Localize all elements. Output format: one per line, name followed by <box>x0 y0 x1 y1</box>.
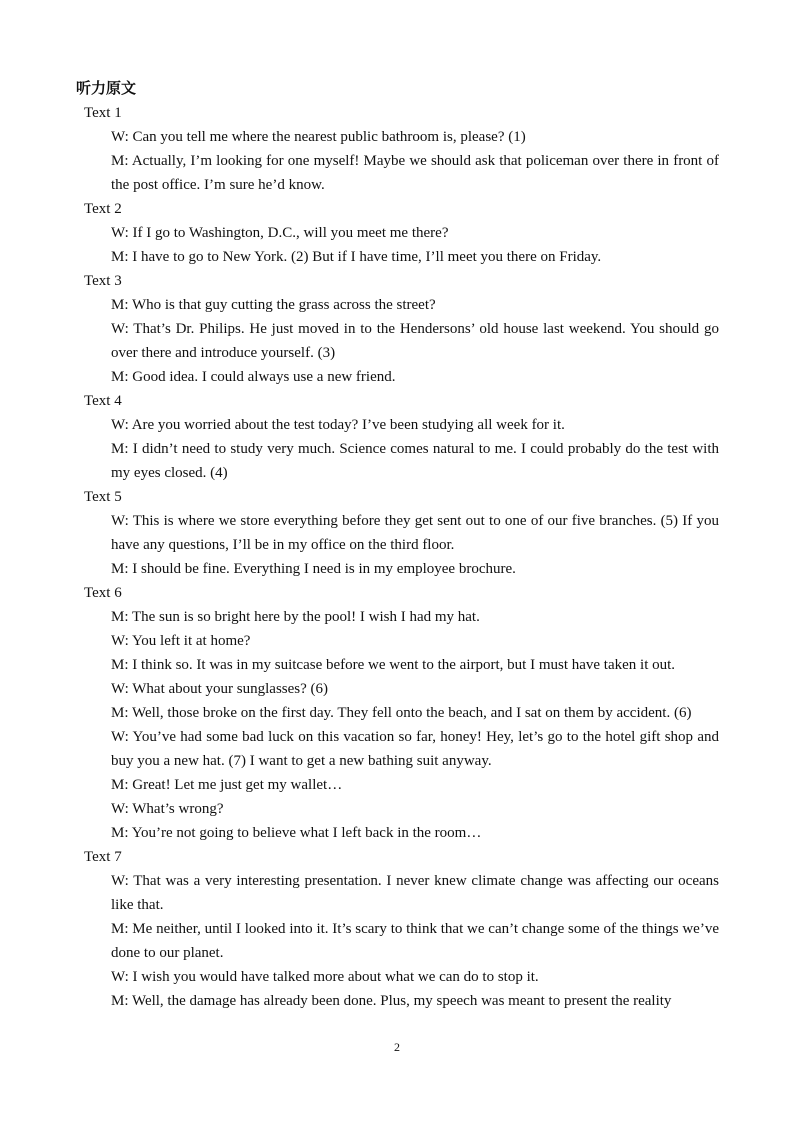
text-block-2 <box>76 197 719 269</box>
text-label: Text 6 <box>84 585 122 601</box>
text-block-7 <box>76 845 719 1013</box>
text-block-4 <box>76 389 719 485</box>
dialogue-line: M: Great! Let me just get my wallet… <box>111 777 343 793</box>
text-label: Text 2 <box>84 201 122 217</box>
dialogue-line: M: The sun is so bright here by the pool! I wish I had my hat. <box>111 609 480 625</box>
dialogue-line: M: Good idea. I could always use a new friend. <box>111 369 396 385</box>
text-label: Text 1 <box>84 105 122 121</box>
dialogue-line: M: I should be fine. Everything I need is in my employee brochure. <box>111 561 516 577</box>
dialogue-line: M: Actually, I’m looking for one myself! Maybe we should ask that policeman over there in front of the post office. I’m sure he’d know. <box>111 153 719 193</box>
dialogue-line: M: Who is that guy cutting the grass across the street? <box>111 297 436 313</box>
dialogue-line: M: Well, those broke on the first day. They fell onto the beach, and I sat on them by accident. (6) <box>111 705 692 721</box>
dialogue-line: M: You’re not going to believe what I left back in the room… <box>111 825 482 841</box>
page-number: 2 <box>394 1040 400 1054</box>
dialogue-line: W: What’s wrong? <box>111 801 224 817</box>
dialogue-line: M: Well, the damage has already been done. Plus, my speech was meant to present the reality <box>111 993 672 1009</box>
text-label: Text 5 <box>84 489 122 505</box>
dialogue-line: W: That was a very interesting presentation. I never knew climate change was affecting our oceans like that. <box>111 873 719 913</box>
text-block-1 <box>76 101 719 197</box>
text-block-3 <box>76 269 719 389</box>
dialogue-line: W: This is where we store everything before they get sent out to one of our five branches. (5) If you have any questions, I’ll be in my office on the third floor. <box>111 513 719 553</box>
dialogue-line: W: I wish you would have talked more about what we can do to stop it. <box>111 969 539 985</box>
dialogue-line: W: You’ve had some bad luck on this vacation so far, honey! Hey, let’s go to the hotel gift shop and buy you a new hat. (7) I want to get a new bathing suit anyway. <box>111 729 719 769</box>
dialogue-line: M: Me neither, until I looked into it. It’s scary to think that we can’t change some of the things we’ve done to our planet. <box>111 921 719 961</box>
dialogue-line: M: I didn’t need to study very much. Science comes natural to me. I could probably do the test with my eyes closed. (4) <box>111 441 719 481</box>
dialogue-line: W: That’s Dr. Philips. He just moved in to the Hendersons’ old house last weekend. You should go over there and introduce yourself. (3) <box>111 321 719 361</box>
dialogue-line: W: Can you tell me where the nearest public bathroom is, please? (1) <box>111 129 526 145</box>
section-heading: 听力原文 <box>76 79 137 97</box>
transcript-content <box>76 78 719 1013</box>
text-label: Text 7 <box>84 849 122 865</box>
dialogue-line: W: You left it at home? <box>111 633 251 649</box>
text-label: Text 4 <box>84 393 122 409</box>
text-block-5 <box>76 485 719 581</box>
text-block-6 <box>76 581 719 845</box>
dialogue-line: M: I have to go to New York. (2) But if I have time, I’ll meet you there on Friday. <box>111 249 602 265</box>
text-label: Text 3 <box>84 273 122 289</box>
dialogue-line: W: Are you worried about the test today? I’ve been studying all week for it. <box>111 417 565 433</box>
dialogue-line: W: What about your sunglasses? (6) <box>111 681 329 697</box>
dialogue-line: M: I think so. It was in my suitcase before we went to the airport, but I must have taken it out. <box>111 657 676 673</box>
dialogue-line: W: If I go to Washington, D.C., will you meet me there? <box>111 225 449 241</box>
